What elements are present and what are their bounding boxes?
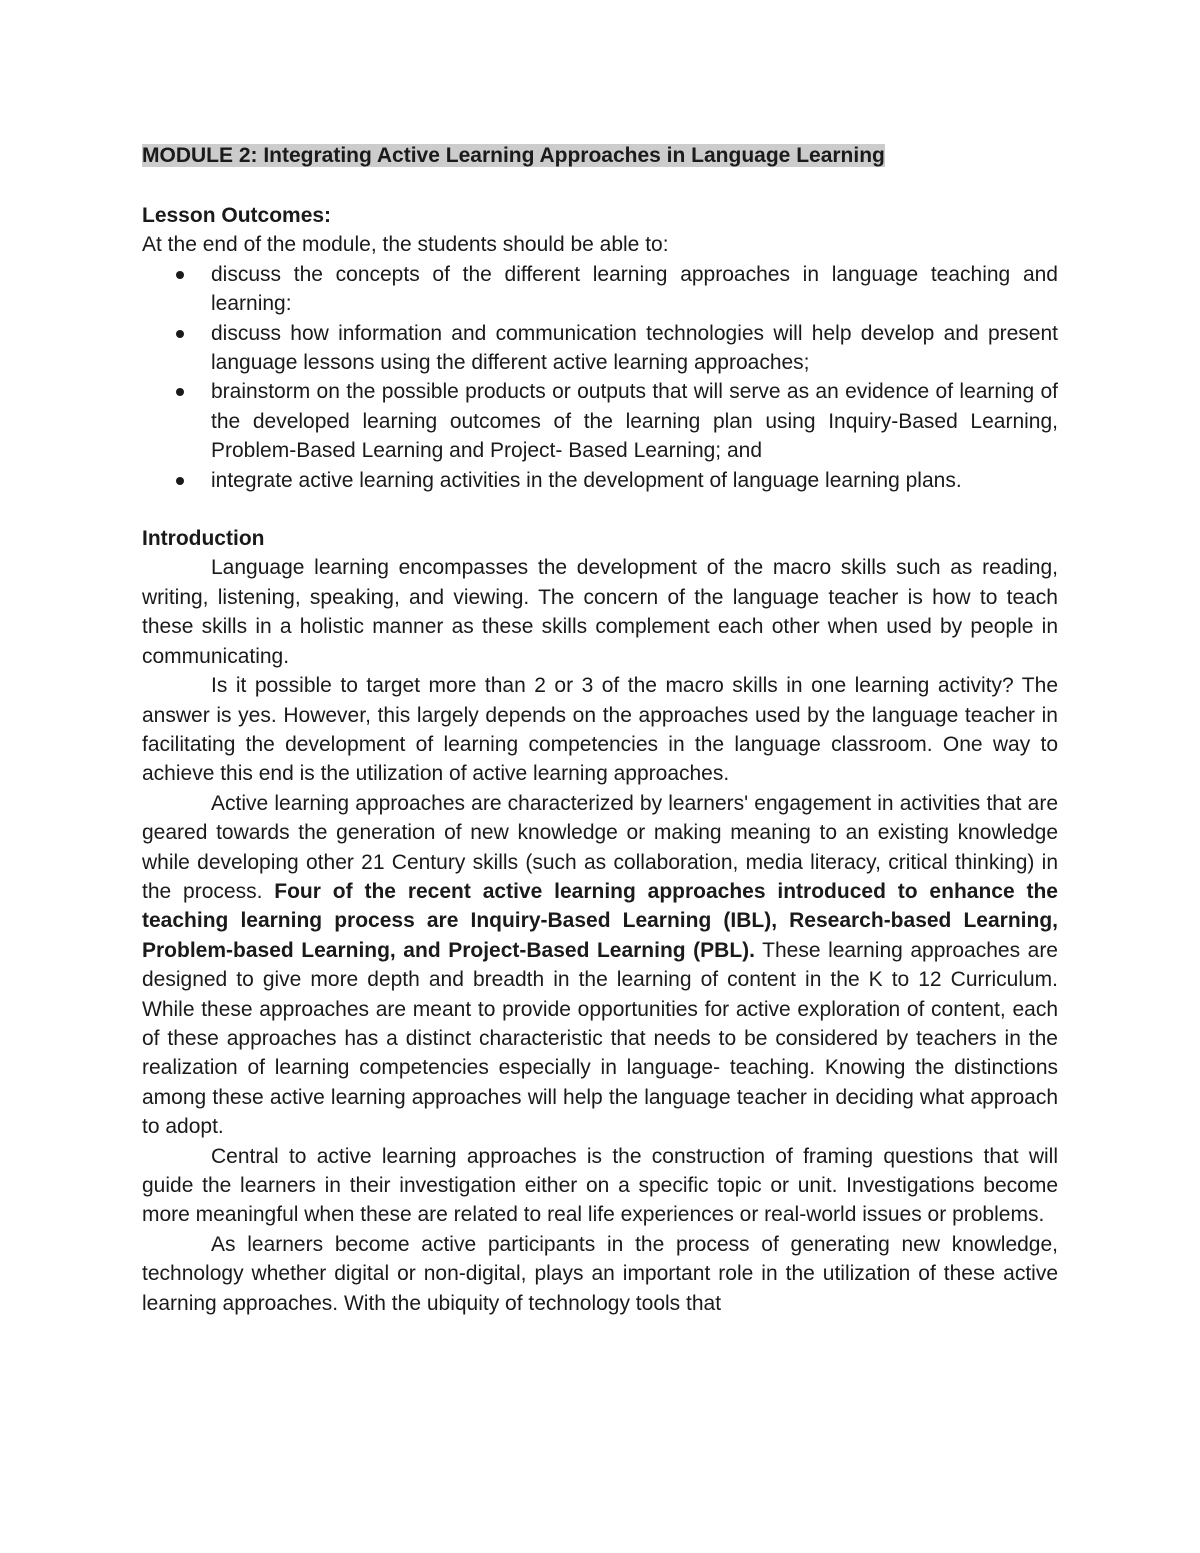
outcome-item: integrate active learning activities in the development of language learning plans.: [211, 466, 1058, 495]
section-spacer: [142, 495, 1058, 524]
paragraph-3-text-end: These learning approaches are designed to give more depth and breadth in the learning of content in the K to 12 Curriculum. While these approaches are meant to provide opportunities for active exploration of content, each of these approaches has a distinct characteristic that needs to be considered by teachers in the realization of learning competencies especially in language- teaching. Knowing the distinctions among these active learning approaches will help the language teacher in deciding what approach to adopt.: [142, 938, 1058, 1139]
document-page: [142, 140, 1058, 1318]
introduction-paragraph-4: Central to active learning approaches is the construction of framing questions that will guide the learners in their investigation either on a specific topic or unit. Investigations become more meaningful when these are related to real life experiences or real-world issues or problems.: [142, 1144, 1058, 1227]
introduction-paragraph-2: Is it possible to target more than 2 or 3 of the macro skills in one learning activity? The answer is yes. However, this largely depends on the approaches used by the language teacher in facilitating the development of learning competencies in the language classroom. One way to achieve this end is the utilization of active learning approaches.: [142, 674, 1058, 786]
introduction-heading: Introduction: [142, 527, 265, 551]
outcome-item: brainstorm on the possible products or outputs that will serve as an evidence of learning of the developed learning outcomes of the learning plan using Inquiry-Based Learning, Problem-Based Learning and Project- Based Learning; and: [211, 377, 1058, 465]
introduction-paragraph-5: As learners become active participants in the process of generating new knowledge, technology whether digital or non-digital, plays an important role in the utilization of these active learning approaches. With the ubiquity of technology tools that: [142, 1232, 1058, 1315]
lesson-outcomes-intro: At the end of the module, the students should be able to:: [142, 233, 669, 257]
lesson-outcomes-list: [142, 260, 1058, 495]
introduction-paragraph-1: Language learning encompasses the development of the macro skills such as reading, writing, listening, speaking, and viewing. The concern of the language teacher is how to teach these skills in a holistic manner as these skills complement each other when used by people in communicating.: [142, 556, 1058, 668]
module-title-line: [142, 140, 1058, 172]
lesson-outcomes-heading: Lesson Outcomes:: [142, 204, 332, 227]
paragraph-3-text-start: Active learning approaches are characterized by learners' engagement in activities that are geared towards the generation of new knowledge or making meaning to an existing knowledge while developing other 21 Century skills (such as collaboration, media literacy, critical thinking) in the process.: [142, 791, 1058, 903]
outcome-item: discuss how information and communication technologies will help develop and present language lessons using the different active learning approaches;: [211, 319, 1058, 378]
module-title: MODULE 2: Integrating Active Learning Approaches in Language Learning: [142, 144, 885, 167]
paragraph-3-bold-text: Four of the recent active learning approaches introduced to enhance the teaching learning process are Inquiry-Based Learning (IBL), Research-based Learning, Problem-based Learning, and Project-Based Learning (PBL).: [142, 879, 1058, 962]
outcome-item: discuss the concepts of the different learning approaches in language teaching and learning:: [211, 260, 1058, 319]
introduction-paragraph-3: [142, 789, 1058, 1142]
